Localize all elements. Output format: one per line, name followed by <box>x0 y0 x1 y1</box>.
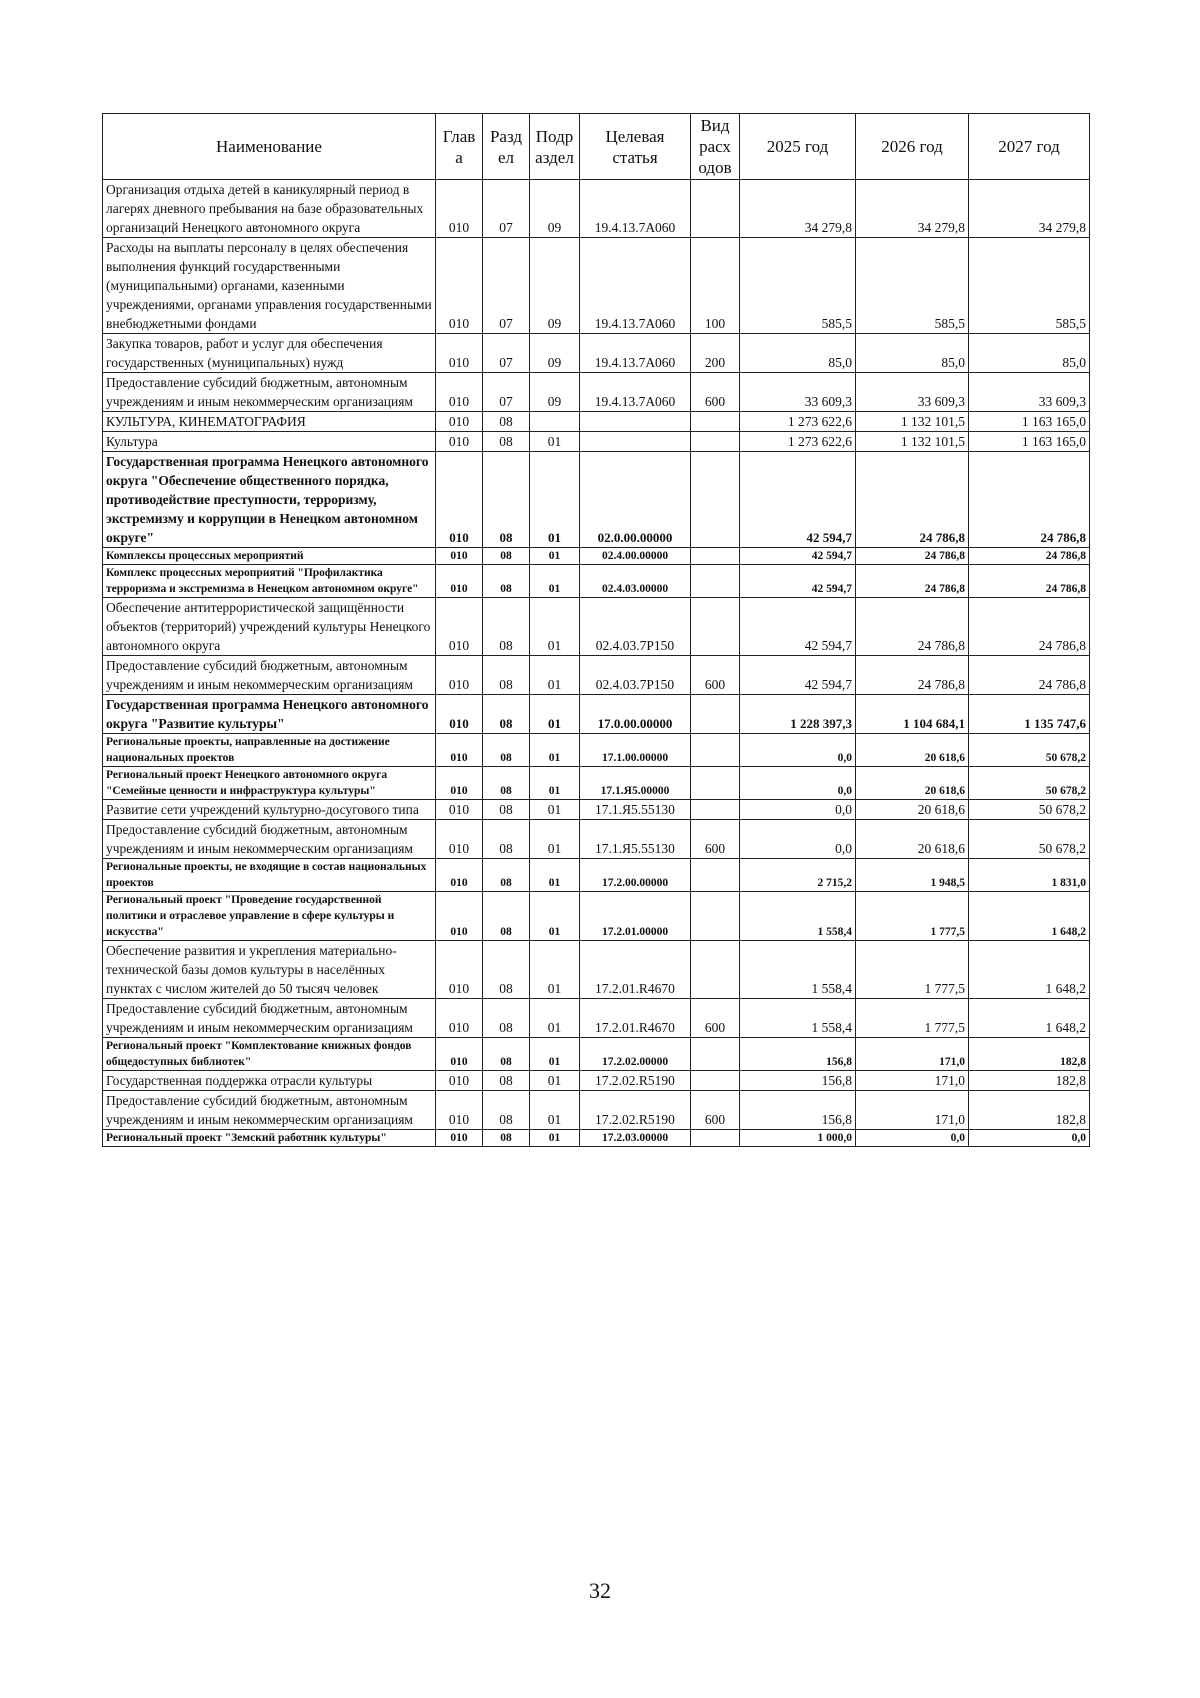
header-name: Наименование <box>103 114 436 180</box>
row-value-2026: 85,0 <box>856 334 969 373</box>
row-tselevaya-statya: 17.2.01.00000 <box>580 892 691 941</box>
row-name: Государственная программа Ненецкого автономного округа "Обеспечение общественного порядка, противодействие преступности, терроризму, экстремизму и коррупции в Ненецком автономном округе" <box>103 452 436 548</box>
table-row <box>103 800 1090 820</box>
row-value-2025: 0,0 <box>740 820 856 859</box>
row-value-2026: 1 132 101,5 <box>856 432 969 452</box>
row-value-2027: 1 135 747,6 <box>969 695 1090 734</box>
row-name: Комплексы процессных мероприятий <box>103 548 436 565</box>
budget-table <box>102 113 1090 1147</box>
row-value-2026: 24 786,8 <box>856 565 969 598</box>
row-razdel: 08 <box>483 432 530 452</box>
row-tselevaya-statya: 17.1.Я5.55130 <box>580 820 691 859</box>
row-podrazdel: 01 <box>530 734 580 767</box>
row-tselevaya-statya: 17.2.02.R5190 <box>580 1071 691 1091</box>
row-razdel: 07 <box>483 238 530 334</box>
budget-table-container <box>102 113 1089 1147</box>
row-vid-rashodov: 600 <box>691 656 740 695</box>
row-value-2026: 171,0 <box>856 1091 969 1130</box>
row-podrazdel: 01 <box>530 820 580 859</box>
row-podrazdel: 01 <box>530 1038 580 1071</box>
row-vid-rashodov: 600 <box>691 820 740 859</box>
row-value-2025: 1 558,4 <box>740 892 856 941</box>
table-row <box>103 334 1090 373</box>
row-vid-rashodov <box>691 598 740 656</box>
row-value-2026: 0,0 <box>856 1130 969 1147</box>
row-value-2027: 50 678,2 <box>969 820 1090 859</box>
row-name: Региональные проекты, не входящие в состав национальных проектов <box>103 859 436 892</box>
row-value-2026: 20 618,6 <box>856 800 969 820</box>
row-vid-rashodov: 200 <box>691 334 740 373</box>
row-glava: 010 <box>436 859 483 892</box>
row-value-2025: 85,0 <box>740 334 856 373</box>
row-tselevaya-statya: 17.1.Я5.00000 <box>580 767 691 800</box>
row-podrazdel: 09 <box>530 180 580 238</box>
table-row <box>103 373 1090 412</box>
row-value-2025: 1 558,4 <box>740 941 856 999</box>
row-value-2027: 182,8 <box>969 1038 1090 1071</box>
row-value-2027: 1 648,2 <box>969 941 1090 999</box>
row-value-2026: 20 618,6 <box>856 820 969 859</box>
row-value-2027: 1 648,2 <box>969 892 1090 941</box>
row-podrazdel: 01 <box>530 767 580 800</box>
header-2027: 2027 год <box>969 114 1090 180</box>
row-glava: 010 <box>436 1130 483 1147</box>
row-value-2026: 585,5 <box>856 238 969 334</box>
row-value-2025: 33 609,3 <box>740 373 856 412</box>
row-name: Региональный проект "Проведение государственной политики и отраслевое управление в сфере культуры и искусства" <box>103 892 436 941</box>
row-glava: 010 <box>436 767 483 800</box>
row-value-2027: 85,0 <box>969 334 1090 373</box>
row-tselevaya-statya: 02.4.03.7Р150 <box>580 656 691 695</box>
row-razdel: 08 <box>483 412 530 432</box>
table-row <box>103 565 1090 598</box>
row-vid-rashodov: 600 <box>691 373 740 412</box>
row-value-2026: 33 609,3 <box>856 373 969 412</box>
row-value-2025: 42 594,7 <box>740 452 856 548</box>
row-value-2025: 0,0 <box>740 767 856 800</box>
row-razdel: 08 <box>483 1091 530 1130</box>
row-razdel: 08 <box>483 820 530 859</box>
row-glava: 010 <box>436 820 483 859</box>
row-tselevaya-statya <box>580 432 691 452</box>
row-vid-rashodov <box>691 695 740 734</box>
row-value-2027: 50 678,2 <box>969 767 1090 800</box>
row-podrazdel: 09 <box>530 334 580 373</box>
row-value-2026: 1 777,5 <box>856 941 969 999</box>
row-razdel: 08 <box>483 1130 530 1147</box>
row-razdel: 08 <box>483 695 530 734</box>
row-glava: 010 <box>436 548 483 565</box>
row-name: Государственная поддержка отрасли культуры <box>103 1071 436 1091</box>
row-tselevaya-statya <box>580 412 691 432</box>
row-razdel: 08 <box>483 892 530 941</box>
row-value-2027: 1 163 165,0 <box>969 432 1090 452</box>
row-podrazdel: 01 <box>530 432 580 452</box>
row-name: Закупка товаров, работ и услуг для обеспечения государственных (муниципальных) нужд <box>103 334 436 373</box>
row-name: Региональный проект "Комплектование книжных фондов общедоступных библиотек" <box>103 1038 436 1071</box>
row-value-2027: 24 786,8 <box>969 452 1090 548</box>
row-name: Комплекс процессных мероприятий "Профилактика терроризма и экстремизма в Ненецком автономном округе" <box>103 565 436 598</box>
table-row <box>103 941 1090 999</box>
row-tselevaya-statya: 19.4.13.7А060 <box>580 238 691 334</box>
row-value-2026: 24 786,8 <box>856 548 969 565</box>
row-value-2025: 585,5 <box>740 238 856 334</box>
row-glava: 010 <box>436 334 483 373</box>
row-tselevaya-statya: 19.4.13.7А060 <box>580 334 691 373</box>
row-glava: 010 <box>436 1071 483 1091</box>
row-razdel: 07 <box>483 180 530 238</box>
row-tselevaya-statya: 17.1.Я5.55130 <box>580 800 691 820</box>
row-vid-rashodov <box>691 767 740 800</box>
table-row <box>103 412 1090 432</box>
row-razdel: 07 <box>483 373 530 412</box>
row-podrazdel: 01 <box>530 999 580 1038</box>
row-glava: 010 <box>436 238 483 334</box>
row-name: Организация отдыха детей в каникулярный период в лагерях дневного пребывания на базе образовательных организаций Ненецкого автономного округа <box>103 180 436 238</box>
row-value-2026: 1 777,5 <box>856 999 969 1038</box>
row-value-2025: 0,0 <box>740 734 856 767</box>
row-value-2025: 156,8 <box>740 1091 856 1130</box>
table-row <box>103 548 1090 565</box>
row-value-2027: 33 609,3 <box>969 373 1090 412</box>
row-podrazdel: 01 <box>530 452 580 548</box>
row-glava: 010 <box>436 800 483 820</box>
row-value-2026: 1 132 101,5 <box>856 412 969 432</box>
row-podrazdel: 01 <box>530 859 580 892</box>
row-value-2027: 24 786,8 <box>969 565 1090 598</box>
row-name: Государственная программа Ненецкого автономного округа "Развитие культуры" <box>103 695 436 734</box>
row-podrazdel: 01 <box>530 598 580 656</box>
header-2026: 2026 год <box>856 114 969 180</box>
row-vid-rashodov <box>691 800 740 820</box>
row-glava: 010 <box>436 565 483 598</box>
header-podrazdel: Подр аздел <box>530 114 580 180</box>
row-value-2027: 50 678,2 <box>969 800 1090 820</box>
row-razdel: 08 <box>483 548 530 565</box>
row-value-2027: 585,5 <box>969 238 1090 334</box>
row-tselevaya-statya: 19.4.13.7А060 <box>580 373 691 412</box>
row-glava: 010 <box>436 999 483 1038</box>
table-row <box>103 452 1090 548</box>
row-vid-rashodov <box>691 941 740 999</box>
row-tselevaya-statya: 17.2.01.R4670 <box>580 999 691 1038</box>
row-value-2027: 34 279,8 <box>969 180 1090 238</box>
row-name: КУЛЬТУРА, КИНЕМАТОГРАФИЯ <box>103 412 436 432</box>
row-value-2025: 156,8 <box>740 1071 856 1091</box>
row-razdel: 08 <box>483 800 530 820</box>
row-podrazdel: 01 <box>530 548 580 565</box>
row-value-2025: 42 594,7 <box>740 656 856 695</box>
row-name: Региональный проект Ненецкого автономного округа "Семейные ценности и инфраструктура культуры" <box>103 767 436 800</box>
row-value-2025: 2 715,2 <box>740 859 856 892</box>
row-name: Предоставление субсидий бюджетным, автономным учреждениям и иным некоммерческим организациям <box>103 820 436 859</box>
row-podrazdel: 01 <box>530 892 580 941</box>
row-name: Расходы на выплаты персоналу в целях обеспечения выполнения функций государственными (муниципальными) органами, казенными учреждениями, органами управления государственными внебюджетными фондами <box>103 238 436 334</box>
table-row <box>103 734 1090 767</box>
row-razdel: 08 <box>483 999 530 1038</box>
row-value-2027: 24 786,8 <box>969 598 1090 656</box>
row-name: Предоставление субсидий бюджетным, автономным учреждениям и иным некоммерческим организациям <box>103 1091 436 1130</box>
row-name: Региональный проект "Земский работник культуры" <box>103 1130 436 1147</box>
table-row <box>103 1130 1090 1147</box>
row-tselevaya-statya: 02.0.00.00000 <box>580 452 691 548</box>
row-value-2026: 34 279,8 <box>856 180 969 238</box>
row-razdel: 08 <box>483 941 530 999</box>
row-razdel: 08 <box>483 565 530 598</box>
row-value-2025: 0,0 <box>740 800 856 820</box>
table-row <box>103 999 1090 1038</box>
row-razdel: 08 <box>483 859 530 892</box>
row-value-2025: 1 000,0 <box>740 1130 856 1147</box>
row-podrazdel: 01 <box>530 1130 580 1147</box>
row-glava: 010 <box>436 1038 483 1071</box>
row-razdel: 08 <box>483 734 530 767</box>
row-tselevaya-statya: 17.2.00.00000 <box>580 859 691 892</box>
table-row <box>103 180 1090 238</box>
row-vid-rashodov <box>691 859 740 892</box>
row-podrazdel: 01 <box>530 565 580 598</box>
row-value-2025: 1 228 397,3 <box>740 695 856 734</box>
row-vid-rashodov <box>691 1071 740 1091</box>
row-razdel: 07 <box>483 334 530 373</box>
table-row <box>103 767 1090 800</box>
row-vid-rashodov <box>691 892 740 941</box>
row-glava: 010 <box>436 941 483 999</box>
row-vid-rashodov <box>691 1130 740 1147</box>
row-name: Предоставление субсидий бюджетным, автономным учреждениям и иным некоммерческим организациям <box>103 656 436 695</box>
row-name: Обеспечение антитеррористической защищённости объектов (территорий) учреждений культуры Ненецкого автономного округа <box>103 598 436 656</box>
row-value-2026: 24 786,8 <box>856 452 969 548</box>
table-row <box>103 695 1090 734</box>
row-value-2025: 34 279,8 <box>740 180 856 238</box>
row-podrazdel: 09 <box>530 373 580 412</box>
row-vid-rashodov <box>691 734 740 767</box>
row-value-2027: 24 786,8 <box>969 548 1090 565</box>
row-value-2027: 1 163 165,0 <box>969 412 1090 432</box>
row-value-2025: 156,8 <box>740 1038 856 1071</box>
row-podrazdel <box>530 412 580 432</box>
row-tselevaya-statya: 17.2.02.R5190 <box>580 1091 691 1130</box>
row-podrazdel: 01 <box>530 1071 580 1091</box>
row-vid-rashodov: 600 <box>691 1091 740 1130</box>
row-tselevaya-statya: 17.2.02.00000 <box>580 1038 691 1071</box>
row-glava: 010 <box>436 656 483 695</box>
table-row <box>103 238 1090 334</box>
row-value-2026: 1 104 684,1 <box>856 695 969 734</box>
table-row <box>103 1091 1090 1130</box>
row-value-2027: 0,0 <box>969 1130 1090 1147</box>
row-vid-rashodov: 600 <box>691 999 740 1038</box>
row-podrazdel: 01 <box>530 941 580 999</box>
row-value-2026: 24 786,8 <box>856 598 969 656</box>
row-tselevaya-statya: 19.4.13.7А060 <box>580 180 691 238</box>
row-value-2027: 1 648,2 <box>969 999 1090 1038</box>
row-value-2025: 1 273 622,6 <box>740 432 856 452</box>
row-razdel: 08 <box>483 598 530 656</box>
header-2025: 2025 год <box>740 114 856 180</box>
header-tselevaya-statya: Целевая статья <box>580 114 691 180</box>
row-vid-rashodov <box>691 452 740 548</box>
row-glava: 010 <box>436 373 483 412</box>
header-razdel: Разд ел <box>483 114 530 180</box>
row-value-2027: 24 786,8 <box>969 656 1090 695</box>
row-glava: 010 <box>436 412 483 432</box>
row-glava: 010 <box>436 598 483 656</box>
row-glava: 010 <box>436 180 483 238</box>
row-name: Предоставление субсидий бюджетным, автономным учреждениям и иным некоммерческим организациям <box>103 999 436 1038</box>
row-tselevaya-statya: 02.4.03.7Р150 <box>580 598 691 656</box>
row-tselevaya-statya: 17.2.03.00000 <box>580 1130 691 1147</box>
row-value-2027: 50 678,2 <box>969 734 1090 767</box>
row-podrazdel: 01 <box>530 656 580 695</box>
row-razdel: 08 <box>483 656 530 695</box>
row-glava: 010 <box>436 1091 483 1130</box>
row-value-2026: 171,0 <box>856 1071 969 1091</box>
row-tselevaya-statya: 02.4.03.00000 <box>580 565 691 598</box>
row-value-2026: 1 948,5 <box>856 859 969 892</box>
row-value-2026: 20 618,6 <box>856 734 969 767</box>
table-row <box>103 432 1090 452</box>
table-row <box>103 820 1090 859</box>
row-glava: 010 <box>436 432 483 452</box>
header-vid-rashodov: Вид расх одов <box>691 114 740 180</box>
row-razdel: 08 <box>483 452 530 548</box>
row-value-2025: 42 594,7 <box>740 598 856 656</box>
row-vid-rashodov <box>691 565 740 598</box>
row-glava: 010 <box>436 695 483 734</box>
row-vid-rashodov: 100 <box>691 238 740 334</box>
row-vid-rashodov <box>691 432 740 452</box>
row-value-2025: 42 594,7 <box>740 548 856 565</box>
table-body <box>103 180 1090 1147</box>
row-tselevaya-statya: 02.4.00.00000 <box>580 548 691 565</box>
table-row <box>103 598 1090 656</box>
row-name: Развитие сети учреждений культурно-досугового типа <box>103 800 436 820</box>
table-header-row <box>103 114 1090 180</box>
row-name: Региональные проекты, направленные на достижение национальных проектов <box>103 734 436 767</box>
row-podrazdel: 01 <box>530 1091 580 1130</box>
row-value-2027: 182,8 <box>969 1071 1090 1091</box>
row-value-2025: 1 558,4 <box>740 999 856 1038</box>
row-podrazdel: 01 <box>530 800 580 820</box>
row-value-2026: 20 618,6 <box>856 767 969 800</box>
row-name: Предоставление субсидий бюджетным, автономным учреждениям и иным некоммерческим организациям <box>103 373 436 412</box>
row-glava: 010 <box>436 452 483 548</box>
header-glava: Глав а <box>436 114 483 180</box>
row-value-2026: 171,0 <box>856 1038 969 1071</box>
row-podrazdel: 09 <box>530 238 580 334</box>
table-row <box>103 892 1090 941</box>
row-name: Обеспечение развития и укрепления материально-технической базы домов культуры в населённых пунктах с числом жителей до 50 тысяч человек <box>103 941 436 999</box>
row-value-2027: 1 831,0 <box>969 859 1090 892</box>
row-value-2027: 182,8 <box>969 1091 1090 1130</box>
row-glava: 010 <box>436 734 483 767</box>
row-tselevaya-statya: 17.1.00.00000 <box>580 734 691 767</box>
table-row <box>103 656 1090 695</box>
table-row <box>103 1071 1090 1091</box>
row-razdel: 08 <box>483 1038 530 1071</box>
row-vid-rashodov <box>691 180 740 238</box>
row-value-2025: 42 594,7 <box>740 565 856 598</box>
table-row <box>103 1038 1090 1071</box>
page-number: 32 <box>589 1578 611 1603</box>
table-row <box>103 859 1090 892</box>
row-value-2026: 24 786,8 <box>856 656 969 695</box>
row-tselevaya-statya: 17.2.01.R4670 <box>580 941 691 999</box>
row-razdel: 08 <box>483 767 530 800</box>
row-vid-rashodov <box>691 412 740 432</box>
row-name: Культура <box>103 432 436 452</box>
row-vid-rashodov <box>691 548 740 565</box>
row-podrazdel: 01 <box>530 695 580 734</box>
row-glava: 010 <box>436 892 483 941</box>
row-value-2025: 1 273 622,6 <box>740 412 856 432</box>
row-vid-rashodov <box>691 1038 740 1071</box>
row-value-2026: 1 777,5 <box>856 892 969 941</box>
row-razdel: 08 <box>483 1071 530 1091</box>
row-tselevaya-statya: 17.0.00.00000 <box>580 695 691 734</box>
